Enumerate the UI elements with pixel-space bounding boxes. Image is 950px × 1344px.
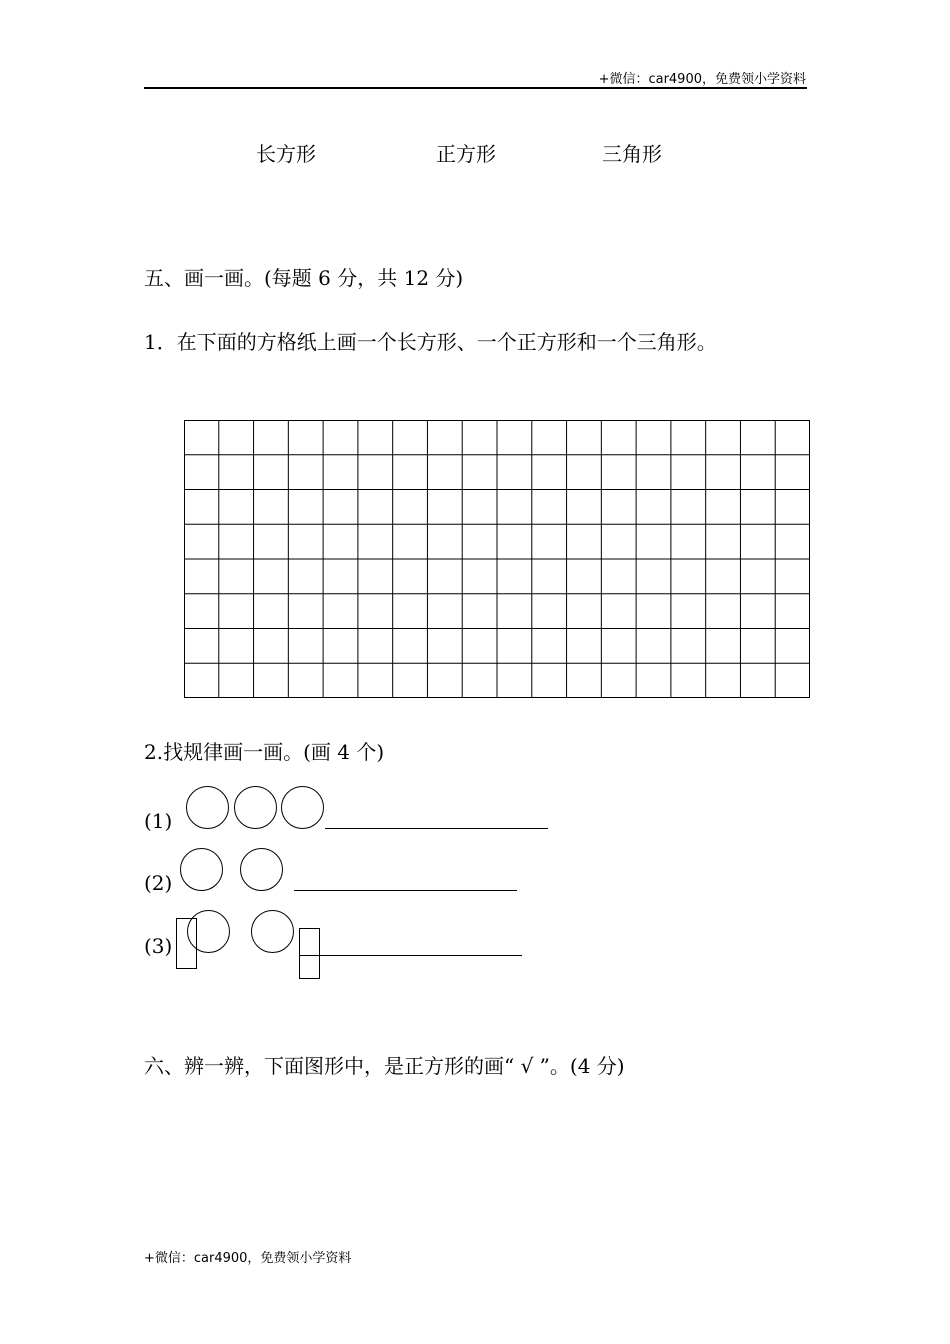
item-3-label: (3) (144, 934, 173, 958)
item-2-label: (2) (144, 871, 173, 895)
circle-shape (180, 848, 223, 891)
label-rectangle: 长方形 (256, 142, 316, 166)
circle-shape (281, 786, 324, 829)
answer-line-1[interactable] (325, 828, 548, 829)
label-square: 正方形 (436, 142, 496, 166)
footer-watermark: +微信：car4900，免费领小学资料 (144, 1251, 352, 1266)
header-rule (144, 87, 807, 89)
circle-shape (240, 848, 283, 891)
circle-shape (187, 910, 230, 953)
square-grid-paper[interactable] (184, 420, 810, 698)
circle-shape (186, 786, 229, 829)
header-watermark: +微信：car4900，免费领小学资料 (598, 72, 806, 87)
answer-line-3[interactable] (299, 955, 522, 956)
question-1: 1．在下面的方格纸上画一个长方形、一个正方形和一个三角形。 (144, 330, 717, 354)
item-1-label: (1) (144, 809, 173, 833)
question-2: 2.找规律画一画。(画 4 个) (144, 740, 385, 764)
section-5-title: 五、画一画。(每题 6 分，共 12 分) (144, 266, 464, 290)
section-6-title: 六、辨一辨，下面图形中，是正方形的画“ √ ”。(4 分) (144, 1054, 625, 1078)
circle-shape (251, 910, 294, 953)
rectangle-shape (299, 928, 320, 979)
answer-line-2[interactable] (294, 890, 517, 891)
label-triangle: 三角形 (602, 142, 662, 166)
circle-shape (234, 786, 277, 829)
